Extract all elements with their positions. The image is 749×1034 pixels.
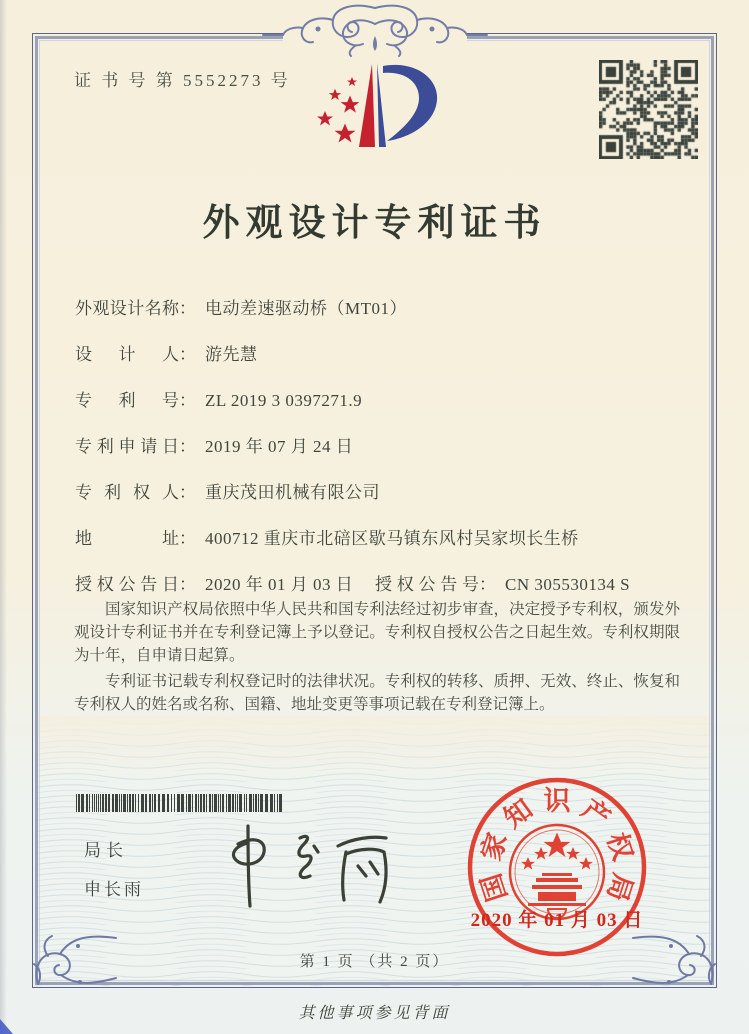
svg-text:知: 知 — [498, 793, 538, 834]
field-colon: ： — [179, 483, 196, 502]
svg-text:局: 局 — [601, 869, 639, 905]
scan-corner-artifact — [0, 1019, 13, 1034]
field-colon: ： — [179, 529, 196, 548]
svg-text:家: 家 — [475, 829, 513, 865]
qr-code — [599, 60, 698, 159]
field-value: 游先慧 — [205, 345, 258, 364]
director-title: 局长 — [84, 841, 128, 860]
field-colon: ： — [479, 575, 496, 594]
certificate-number: 证 书 号 第 5552273 号 — [74, 71, 291, 90]
back-side-note: 其他事项参见背面 — [298, 1005, 451, 1022]
field-row-designer — [75, 340, 258, 365]
scan-edge-artifact — [0, 0, 7, 1034]
field-label: 专利号 — [75, 391, 179, 410]
field-label: 外观设计名称 — [75, 299, 179, 318]
field-label: 授权公告日 — [75, 575, 179, 594]
director-name: 申长雨 — [84, 880, 144, 899]
field-colon: ： — [179, 575, 196, 594]
field-colon: ： — [179, 391, 196, 410]
legal-text-block — [74, 598, 680, 719]
svg-text:国: 国 — [475, 869, 513, 905]
field-colon: ： — [179, 299, 196, 318]
field-label: 授权公告号 — [375, 575, 479, 594]
signature-block — [84, 836, 144, 900]
svg-text:权: 权 — [601, 829, 639, 865]
field-colon: ： — [179, 345, 196, 364]
legal-paragraph-2: 专利证书记载专利权登记时的法律状况。专利权的转移、质押、无效、终止、恢复和专利权人的姓名或名称、国籍、地址变更等事项记载在专利登记簿上。 — [74, 673, 680, 713]
official-seal — [462, 772, 652, 962]
field-value: 电动差速驱动桥（MT01） — [205, 299, 407, 318]
field-row-address — [75, 524, 579, 549]
field-colon: ： — [179, 437, 196, 456]
field-label: 专利权人 — [75, 483, 179, 502]
field-label: 专利申请日 — [75, 437, 179, 456]
field-value: 2020 年 01 月 03 日 — [205, 575, 354, 594]
field-value: ZL 2019 3 0397271.9 — [205, 391, 363, 410]
field-value: 400712 重庆市北碚区歇马镇东风村吴家坝长生桥 — [205, 529, 579, 548]
field-value: CN 305530134 S — [505, 575, 631, 594]
page-indicator: 第 1 页 （共 2 页） — [299, 954, 450, 970]
certificate-title: 外观设计专利证书 — [202, 203, 547, 244]
field-label: 设计人 — [75, 345, 179, 364]
director-handwritten-signature — [208, 810, 398, 915]
field-pair-grant-number — [375, 570, 630, 595]
field-row-filing-date — [75, 432, 353, 457]
field-label: 地址 — [75, 529, 179, 548]
field-row-patent-number — [75, 386, 362, 411]
field-row-patentee — [75, 478, 380, 503]
field-row-grant — [75, 570, 631, 595]
legal-paragraph-1: 国家知识产权局依照中华人民共和国专利法经过初步审查，决定授予专利权，颁发外观设计专利证书并在专利登记簿上予以登记。专利权自授权公告之日起生效。专利权期限为十年，自申请日起算。 — [74, 601, 680, 664]
field-value: 重庆茂田机械有限公司 — [205, 483, 380, 502]
svg-text:识: 识 — [543, 786, 571, 816]
field-row-design-name — [75, 294, 407, 319]
field-value: 2019 年 07 月 24 日 — [205, 437, 354, 456]
seal-date: 2020 年 01 月 03 日 — [470, 910, 644, 931]
cnipa-logo-icon — [295, 42, 465, 177]
svg-text:产: 产 — [576, 793, 616, 834]
